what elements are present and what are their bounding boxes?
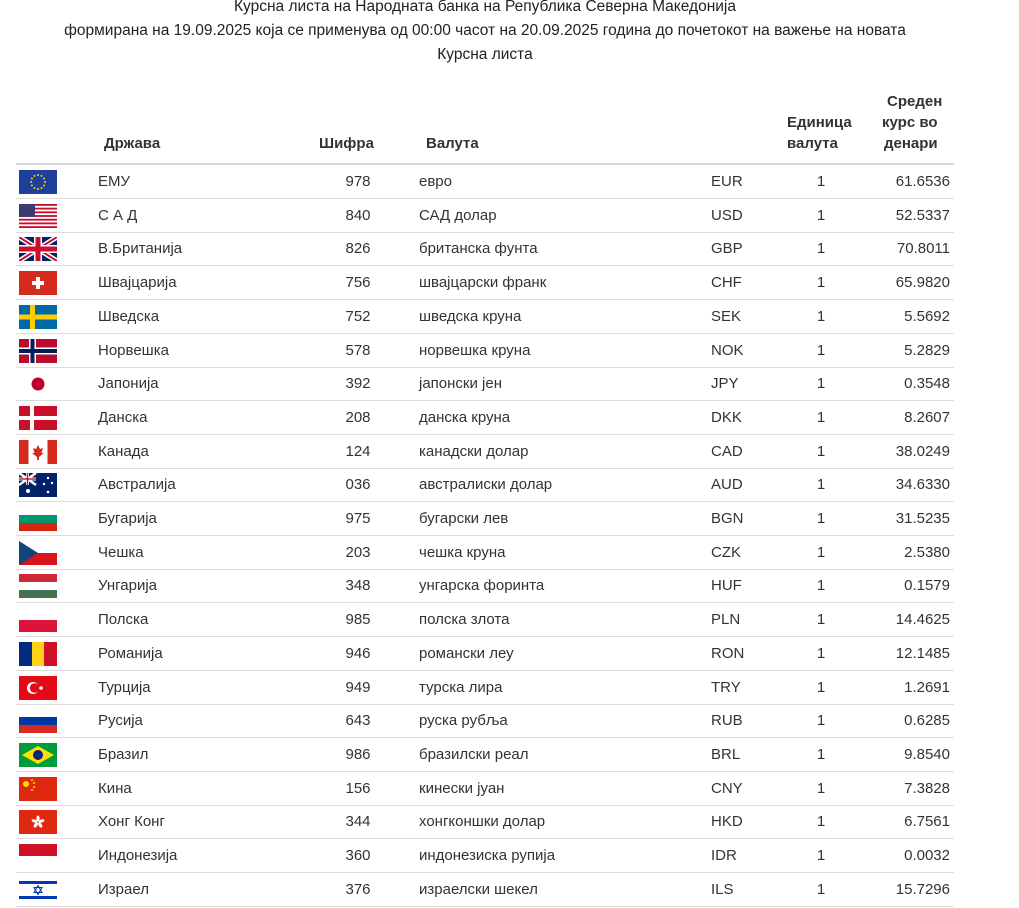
table-row (16, 232, 954, 266)
currency-name: хонгконшки долар (419, 813, 546, 831)
country-name: Полска (98, 611, 149, 629)
currency-iso: HUF (711, 577, 742, 595)
jp-flag (19, 372, 57, 396)
currency-unit: 1 (816, 779, 826, 797)
currency-code-number: 986 (345, 745, 371, 763)
header-unit-line1: Единица (787, 114, 852, 131)
currency-unit: 1 (816, 880, 826, 898)
currency-name: швајцарски франк (419, 274, 547, 292)
middle-rate: 5.5692 (904, 307, 950, 325)
country-name: Данска (98, 408, 148, 426)
currency-name: австралиски долар (419, 476, 553, 494)
currency-unit: 1 (816, 847, 826, 864)
country-name: Кина (98, 779, 132, 797)
middle-rate: 1.2691 (904, 678, 950, 696)
currency-iso: PLN (711, 611, 741, 629)
country-name: Индонезија (98, 847, 178, 864)
middle-rate: 0.1579 (904, 577, 950, 595)
currency-code-number: 156 (345, 779, 371, 797)
currency-code-number: 344 (345, 813, 371, 831)
currency-name: унгарска форинта (419, 577, 545, 595)
ro-flag (19, 642, 57, 666)
currency-name: турска лира (419, 678, 503, 696)
header-rate-line3: денари (884, 135, 938, 152)
currency-iso: DKK (711, 408, 742, 426)
br-flag (19, 743, 57, 767)
country-name: Шведска (98, 307, 160, 325)
currency-unit: 1 (816, 813, 826, 831)
currency-unit: 1 (816, 745, 826, 763)
middle-rate: 65.9820 (895, 274, 950, 292)
currency-unit: 1 (816, 611, 826, 629)
currency-code-number: 036 (345, 476, 371, 494)
currency-name: чешка круна (419, 543, 506, 561)
currency-iso: BGN (711, 510, 744, 527)
currency-unit: 1 (816, 408, 826, 426)
currency-unit: 1 (816, 712, 826, 730)
currency-name: британска фунта (419, 240, 538, 258)
currency-unit: 1 (816, 543, 826, 561)
currency-iso: IDR (711, 847, 737, 864)
country-name: Бугарија (98, 510, 157, 527)
table-row (16, 266, 954, 300)
middle-rate: 8.2607 (904, 408, 950, 426)
currency-iso: AUD (711, 476, 743, 494)
currency-code-number: 975 (345, 510, 371, 527)
currency-name: бразилски реал (419, 745, 529, 763)
currency-unit: 1 (816, 510, 826, 527)
currency-code-number: 392 (345, 375, 371, 393)
header-rate-line1: Среден (887, 93, 943, 110)
currency-iso: CNY (711, 779, 743, 797)
currency-iso: HKD (711, 813, 743, 831)
currency-iso: SEK (711, 307, 742, 325)
middle-rate: 6.7561 (904, 813, 950, 831)
currency-code-number: 578 (345, 341, 371, 359)
table-row (16, 300, 954, 334)
table-row (16, 704, 954, 738)
middle-rate: 61.6536 (895, 173, 950, 190)
us-flag (19, 204, 57, 228)
country-name: Турција (98, 678, 151, 696)
currency-iso: NOK (711, 341, 744, 359)
middle-rate: 0.0032 (904, 847, 950, 864)
currency-iso: BRL (711, 745, 741, 763)
middle-rate: 9.8540 (904, 745, 950, 763)
middle-rate: 2.5380 (904, 543, 950, 561)
currency-unit: 1 (816, 678, 826, 696)
currency-iso: RON (711, 644, 745, 662)
middle-rate: 12.1485 (895, 644, 950, 662)
currency-code-number: 946 (345, 644, 371, 662)
currency-code-number: 752 (345, 307, 371, 325)
currency-unit: 1 (816, 644, 826, 662)
table-row (16, 435, 954, 469)
header-code: Шифра (319, 135, 374, 152)
tr-flag (19, 676, 57, 700)
bg-flag (19, 507, 57, 531)
currency-iso: ILS (711, 880, 734, 898)
ru-flag (19, 709, 57, 733)
au-flag (19, 473, 57, 497)
currency-code-number: 124 (345, 442, 371, 460)
middle-rate: 31.5235 (895, 510, 950, 527)
table-row (16, 165, 954, 199)
table-row (16, 468, 954, 502)
currency-iso: USD (711, 206, 743, 224)
country-name: Бразил (98, 745, 149, 763)
currency-name: данска круна (419, 408, 511, 426)
currency-code-number: 376 (345, 880, 371, 898)
country-name: Унгарија (98, 577, 158, 595)
currency-name: евро (419, 173, 452, 190)
header-unit-line2: валута (787, 135, 838, 152)
country-name: Русија (98, 712, 143, 730)
currency-code-number: 949 (345, 678, 371, 696)
country-name: Швајцарија (98, 274, 177, 292)
currency-unit: 1 (816, 577, 826, 595)
dk-flag (19, 406, 57, 430)
table-row (16, 873, 954, 907)
country-name: В.Британија (98, 240, 183, 258)
table-row (16, 805, 954, 839)
id-flag (19, 844, 57, 868)
country-name: Австралија (98, 476, 176, 494)
header-country: Држава (104, 135, 161, 152)
currency-code-number: 643 (345, 712, 371, 730)
currency-name: израелски шекел (419, 880, 538, 898)
currency-code-number: 756 (345, 274, 371, 292)
currency-name: бугарски лев (419, 510, 509, 527)
currency-unit: 1 (816, 307, 826, 325)
middle-rate: 34.6330 (895, 476, 950, 494)
currency-name: полска злота (419, 611, 510, 629)
table-row (16, 401, 954, 435)
middle-rate: 15.7296 (895, 880, 950, 898)
middle-rate: 70.8011 (896, 240, 950, 258)
page-subtitle-2: Курсна листа (437, 46, 533, 63)
table-row (16, 569, 954, 603)
se-flag (19, 305, 57, 329)
currency-unit: 1 (816, 206, 826, 224)
middle-rate: 0.6285 (904, 712, 950, 730)
middle-rate: 38.0249 (895, 442, 950, 460)
table-row (16, 367, 954, 401)
currency-name: САД долар (419, 206, 497, 224)
currency-iso: RUB (711, 712, 743, 730)
country-name: Израел (98, 880, 149, 898)
gb-flag (19, 237, 57, 261)
currency-iso: GBP (711, 240, 743, 258)
currency-code-number: 208 (345, 408, 371, 426)
currency-name: кинески јуан (419, 779, 505, 797)
middle-rate: 7.3828 (904, 779, 950, 797)
currency-code-number: 826 (345, 240, 371, 258)
currency-unit: 1 (816, 476, 826, 494)
ca-flag (19, 440, 57, 464)
currency-name: руска рубља (419, 712, 508, 730)
country-name: Романија (98, 644, 163, 662)
currency-code-number: 360 (345, 847, 371, 864)
il-flag (19, 878, 57, 902)
country-name: Чешка (98, 543, 144, 561)
country-name: ЕМУ (98, 173, 131, 190)
table-row (16, 334, 954, 368)
page-title: Курсна листа на Народната банка на Република Северна Македонија (234, 0, 736, 15)
currency-unit: 1 (816, 442, 826, 460)
hu-flag (19, 574, 57, 598)
country-name: С А Д (98, 206, 138, 224)
header-rate-line2: курс во (882, 114, 938, 131)
eu-flag (19, 170, 57, 194)
page-subtitle: формирана на 19.09.2025 која се применува од 00:00 часот на 20.09.2025 година до почетокот на важење на новата (64, 22, 906, 39)
table-row (16, 536, 954, 570)
currency-unit: 1 (816, 274, 826, 292)
currency-iso: EUR (711, 173, 743, 190)
country-name: Хонг Конг (98, 813, 165, 831)
currency-unit: 1 (816, 375, 826, 393)
country-name: Канада (98, 442, 149, 460)
currency-name: индонезиска рупија (419, 847, 556, 864)
middle-rate: 52.5337 (895, 206, 950, 224)
middle-rate: 14.4625 (895, 611, 950, 629)
currency-unit: 1 (816, 173, 826, 190)
currency-iso: CZK (711, 543, 741, 561)
currency-unit: 1 (816, 341, 826, 359)
header-currency: Валута (426, 135, 479, 152)
table-row (16, 502, 954, 536)
currency-name: шведска круна (419, 307, 522, 325)
currency-code-number: 203 (345, 543, 371, 561)
currency-iso: CHF (711, 274, 742, 292)
country-name: Јапонија (98, 375, 159, 393)
pl-flag (19, 608, 57, 632)
currency-iso: CAD (711, 442, 743, 460)
currency-iso: JPY (711, 375, 739, 393)
table-row (16, 738, 954, 772)
currency-code-number: 840 (345, 206, 371, 224)
currency-code-number: 978 (345, 173, 371, 190)
currency-name: норвешка круна (419, 341, 531, 359)
middle-rate: 5.2829 (904, 341, 950, 359)
currency-iso: TRY (711, 678, 741, 696)
currency-name: романски леу (419, 644, 514, 662)
cz-flag (19, 541, 57, 565)
currency-code-number: 348 (345, 577, 371, 595)
currency-name: јапонски јен (419, 375, 502, 393)
country-name: Норвешка (98, 341, 169, 359)
table-row (16, 603, 954, 637)
currency-name: канадски долар (419, 442, 529, 460)
cn-flag (19, 777, 57, 801)
table-row (16, 772, 954, 806)
ch-flag (19, 271, 57, 295)
table-row (16, 671, 954, 705)
table-row (16, 839, 954, 873)
no-flag (19, 339, 57, 363)
middle-rate: 0.3548 (904, 375, 950, 393)
currency-unit: 1 (816, 240, 826, 258)
currency-code-number: 985 (345, 611, 371, 629)
table-row (16, 199, 954, 233)
hk-flag (19, 810, 57, 834)
table-row (16, 637, 954, 671)
